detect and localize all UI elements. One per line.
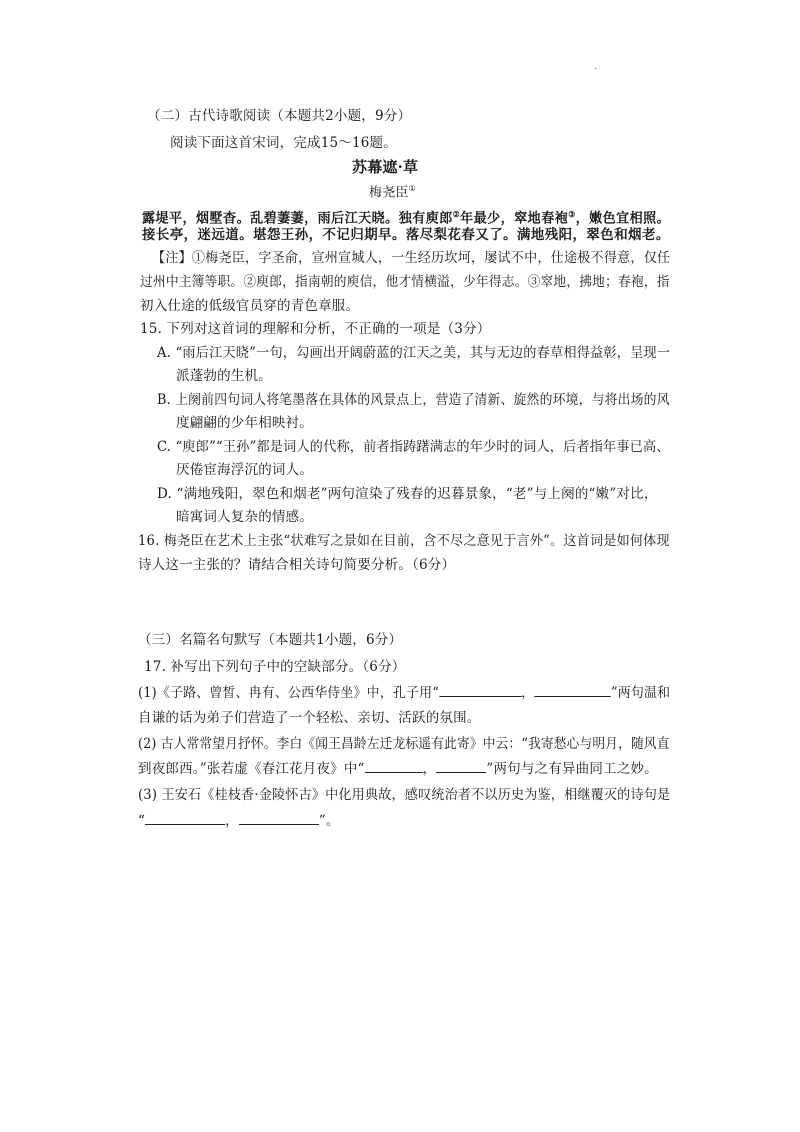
- question-16-line-1: 16. 梅尧臣在艺术上主张“状难写之景如在目前，含不尽之意见于言外”。这首词是如何体现: [138, 533, 670, 549]
- answer-blank[interactable]: [239, 812, 319, 825]
- option-a-line-1: A. “雨后江天晓”一句，勾画出开阔蔚蓝的江天之美，其与无边的春草相得益彰，呈现一: [157, 345, 671, 361]
- section2-intro: 阅读下面这首宋词，完成15～16题。: [170, 135, 397, 151]
- answer-blank[interactable]: [436, 760, 486, 773]
- option-c-line-1: C. “庾郎”“王孙”都是词人的代称，前者指踌躇满志的年少时的词人，后者指年事已高、: [157, 439, 670, 455]
- answer-blank[interactable]: [145, 812, 225, 825]
- poem-title: 苏幕遮·草: [352, 158, 419, 176]
- poem-author: 梅尧臣①: [369, 184, 416, 201]
- item-3-line-2: “ ， ”。: [138, 813, 340, 829]
- item-2-line-1: (2) 古人常常望月抒怀。李白《闻王昌龄左迁龙标遥有此寄》中云：“我寄愁心与明月，随风直: [138, 736, 670, 752]
- option-b-line-1: B. 上阕前四句词人将笔墨落在具体的风景点上，营造了清新、旋然的环境，与将出场的风: [157, 392, 670, 408]
- poem-line-2: 接长亭，迷远道。堪怨王孙，不记归期早。落尽梨花春又了。满地残阳，翠色和烟老。: [142, 227, 670, 243]
- option-a-line-2: 派蓬勃的生机。: [176, 368, 272, 384]
- option-b-line-2: 度翩翩的少年相映衬。: [176, 415, 313, 431]
- answer-blank[interactable]: [365, 760, 423, 773]
- option-d-line-2: 暗寓词人复杂的情感。: [176, 509, 313, 525]
- option-c-line-2: 厌倦宦海浮沉的词人。: [176, 462, 313, 478]
- answer-blank[interactable]: [439, 684, 521, 697]
- question-15: 15. 下列对这首词的理解和分析，不正确的一项是（3分）: [140, 321, 491, 337]
- answer-blank[interactable]: [534, 684, 611, 697]
- note-line-2: 过州中主簿等职。②庾郎，指南朝的庾信，他才情横溢，少年得志。③窣地，拂地；春袍，指: [140, 274, 670, 290]
- note-line-1: 【注】①梅尧臣，字圣俞，宣州宣城人，一生经历坎坷，屡试不中，仕途极不得意，仅任: [152, 250, 671, 266]
- item-1-line-2: 自谦的话为弟子们营造了一个轻松、亲切、活跃的氛围。: [138, 710, 481, 726]
- question-16-line-2: 诗人这一主张的？请结合相关诗句简要分析。（6分）: [138, 557, 456, 573]
- item-2-line-2: 到夜郎西。”张若虚《春江花月夜》中“ ， ”两句与之有异曲同工之妙。: [138, 761, 658, 777]
- option-d-line-1: D. “满地残阳，翠色和烟老”两句渲染了残春的迟暮景象，“老”与上阕的“嫩”对比，: [157, 486, 658, 502]
- section3-heading: （三）名篇名句默写（本题共1小题，6分）: [138, 632, 403, 648]
- item-3-line-1: (3) 王安石《桂枝香·金陵怀古》中化用典故，感叹统治者不以历史为鉴，相继覆灭的诗句是: [138, 787, 671, 803]
- note-line-3: 初入仕途的低级官员穿的青色章服。: [140, 298, 360, 314]
- poem-line-1: 露堤平，烟墅杳。乱碧萋萋，雨后江天晓。独有庾郎②年最少，窣地春袍③，嫩色宜相照。: [142, 209, 671, 227]
- corner-mark: ·: [594, 64, 598, 75]
- question-17: 17. 补写出下列句子中的空缺部分。（6分）: [144, 659, 406, 675]
- item-1-line-1: (1)《子路、曾皙、冉有、公西华侍坐》中，孔子用“ ， ”两句温和: [138, 685, 671, 701]
- section2-heading: （二）古代诗歌阅读（本题共2小题，9分）: [147, 108, 412, 124]
